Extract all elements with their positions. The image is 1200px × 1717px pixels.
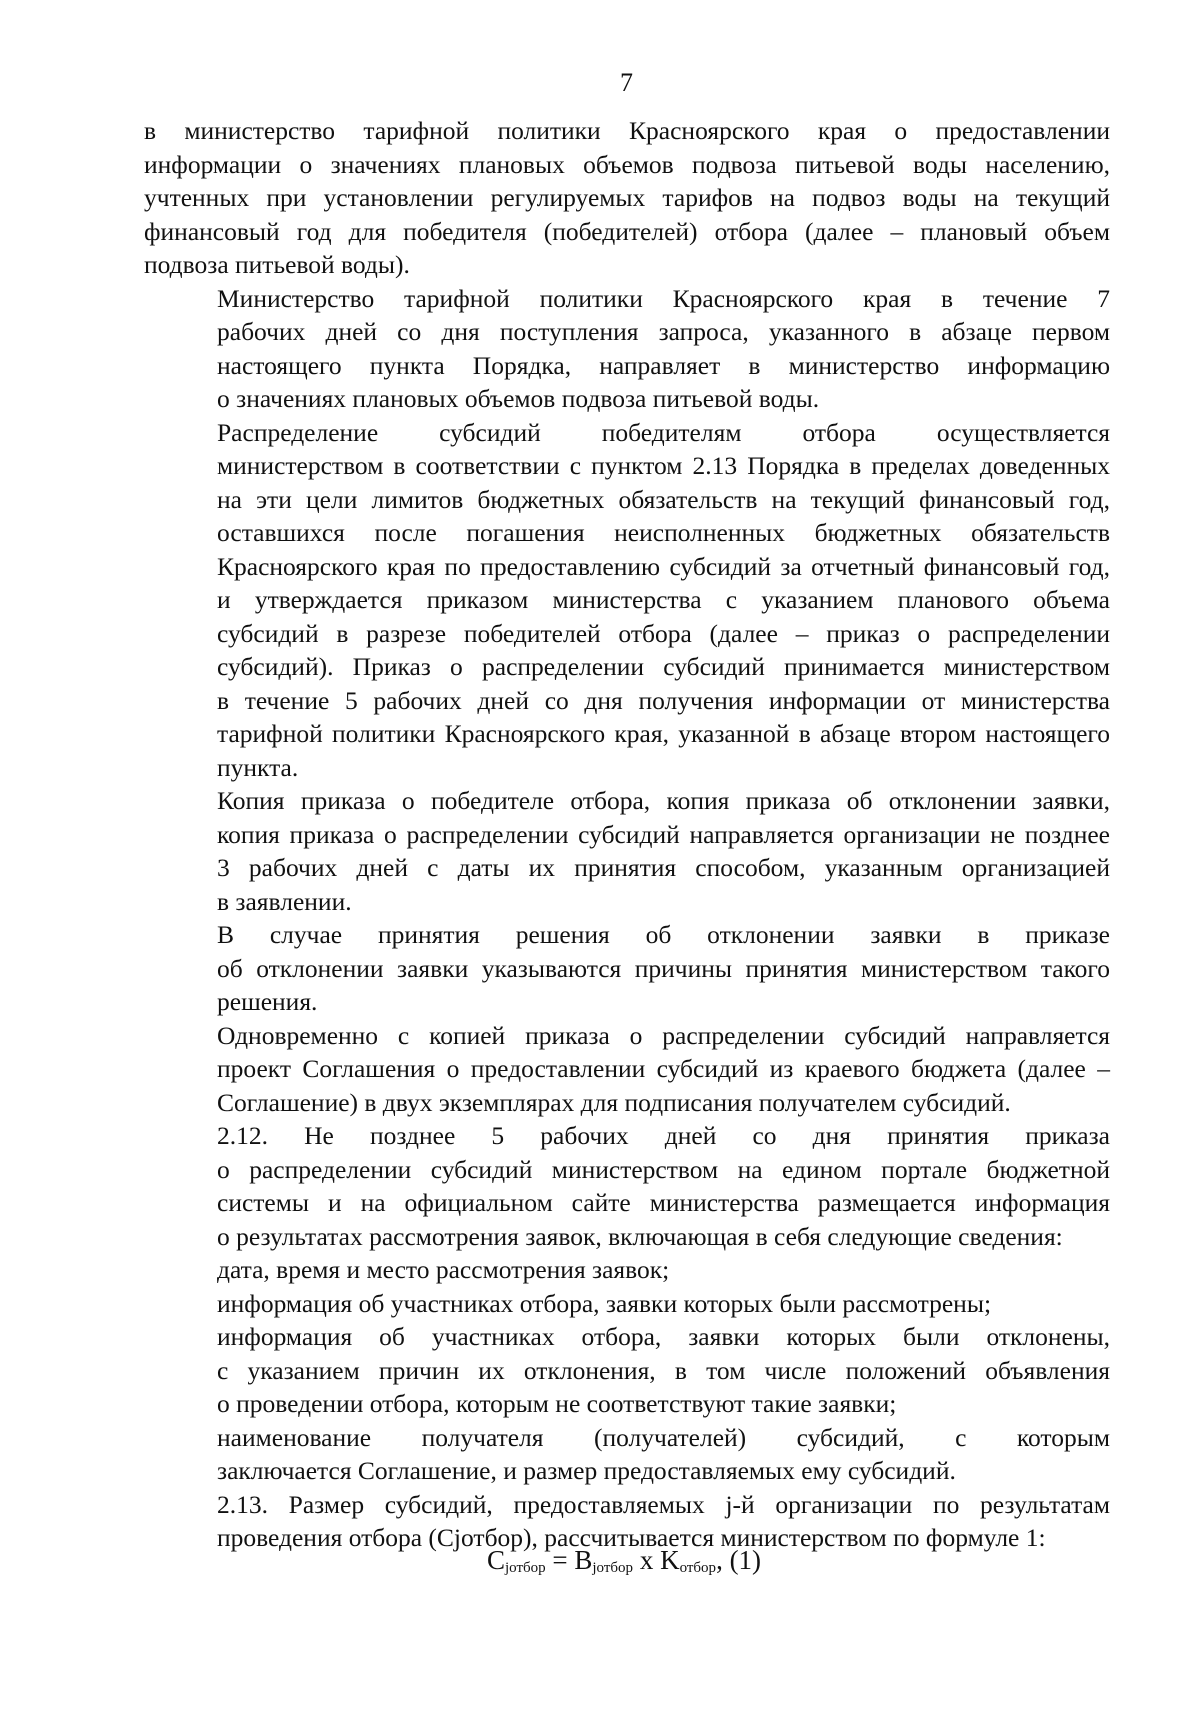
text-line: системы и на официальном сайте министерства размещается информация <box>217 1188 1110 1217</box>
formula-c-sub: jотбор <box>504 1560 546 1576</box>
formula-c: C <box>486 1545 505 1575</box>
text-line: заключается Соглашение, и размер предоставляемых ему субсидий. <box>217 1456 956 1485</box>
formula-equals: = <box>545 1545 575 1575</box>
text-line: 3 рабочих дней с даты их принятия способом, указанным организацией <box>217 853 1110 882</box>
formula-b-sub: jотбор <box>592 1560 634 1576</box>
text-line: об отклонении заявки указываются причины принятия министерством такого <box>217 953 1110 983</box>
text-line: учтенных при установлении регулируемых тарифов на подвоз воды на текущий <box>144 183 1110 212</box>
formula-k: K <box>660 1545 680 1575</box>
text-line: субсидий). Приказ о распределении субсидий принимается министерством <box>217 652 1110 681</box>
formula-b: B <box>574 1545 593 1575</box>
text-line: настоящего пункта Порядка, направляет в министерство информацию <box>217 350 1110 380</box>
text-line: о значениях плановых объемов подвоза питьевой воды. <box>217 384 820 413</box>
text-line: информация об участниках отбора, заявки которых были отклонены, <box>217 1322 1110 1351</box>
text-line: в министерство тарифной политики Красноярского края о предоставлении <box>144 116 1110 145</box>
text-line: в течение 5 рабочих дней со дня получения информации от министерства <box>217 685 1110 715</box>
paragraph <box>144 1253 1110 1287</box>
text-line: копия приказа о распределении субсидий направляется организации не позднее <box>217 819 1110 849</box>
text-line: рабочих дней со дня поступления запроса, указанного в абзаце первом <box>217 317 1110 346</box>
paragraph <box>144 1421 1110 1488</box>
text-line: финансовый год для победителя (победителей) отбора (далее – плановый объем <box>144 216 1110 246</box>
text-line: Одновременно с копией приказа о распределении субсидий направляется <box>217 1020 1110 1050</box>
text-line: информации о значениях плановых объемов подвоза питьевой воды населению, <box>144 149 1110 179</box>
text-line: Красноярского края по предоставлению субсидий за отчетный финансовый год, <box>217 551 1110 581</box>
paragraph <box>144 282 1110 416</box>
paragraph <box>144 1119 1110 1253</box>
text-line: Министерство тарифной политики Красноярского края в течение 7 <box>217 283 1110 313</box>
text-line: о проведении отбора, которым не соответствуют такие заявки; <box>217 1389 897 1418</box>
text-line: о распределении субсидий министерством на едином портале бюджетной <box>217 1154 1110 1184</box>
text-line: субсидий в разрезе победителей отбора (далее – приказ о распределении <box>217 618 1110 648</box>
text-line: Копия приказа о победителе отбора, копия приказа об отклонении заявки, <box>217 786 1110 815</box>
page-number: 7 <box>620 68 633 97</box>
document-body <box>144 114 1110 1555</box>
text-line: в заявлении. <box>217 886 352 916</box>
text-line: дата, время и место рассмотрения заявок; <box>217 1255 670 1284</box>
paragraph <box>144 1320 1110 1421</box>
paragraph <box>144 416 1110 785</box>
text-line: информация об участниках отбора, заявки которых были рассмотрены; <box>217 1288 992 1318</box>
formula-k-sub: отбор <box>679 1560 717 1576</box>
text-line: тарифной политики Красноярского края, указанной в абзаце втором настоящего <box>217 719 1110 748</box>
formula-1 <box>0 1543 1200 1585</box>
text-line: пункта. <box>217 752 299 782</box>
text-line: проведения отбора (Cjотбор), рассчитывается министерством по формуле 1: <box>217 1523 1046 1552</box>
text-line: проект Соглашения о предоставлении субсидий из краевого бюджета (далее – <box>217 1054 1110 1083</box>
text-line: оставшихся после погашения неисполненных бюджетных обязательств <box>217 518 1110 547</box>
text-line: Распределение субсидий победителям отбора осуществляется <box>217 417 1110 447</box>
paragraph <box>144 918 1110 1019</box>
text-line: Соглашение) в двух экземплярах для подписания получателем субсидий. <box>217 1087 1011 1117</box>
text-line: 2.13. Размер субсидий, предоставляемых j-й организации по результатам <box>217 1489 1110 1519</box>
text-line: министерством в соответствии с пунктом 2.13 Порядка в пределах доведенных <box>217 451 1110 480</box>
text-line: подвоза питьевой воды). <box>144 250 410 279</box>
text-line: наименование получателя (получателей) субсидий, с которым <box>217 1422 1110 1452</box>
text-line: на эти цели лимитов бюджетных обязательств на текущий финансовый год, <box>217 484 1110 514</box>
paragraph <box>144 114 1110 282</box>
paragraph <box>144 1287 1110 1321</box>
text-line: и утверждается приказом министерства с указанием планового объема <box>217 585 1110 614</box>
paragraph <box>144 784 1110 918</box>
text-line: 2.12. Не позднее 5 рабочих дней со дня принятия приказа <box>217 1121 1110 1150</box>
formula-number: , (1) <box>716 1545 762 1575</box>
text-line: о результатах рассмотрения заявок, включающая в себя следующие сведения: <box>217 1221 1063 1251</box>
paragraph <box>144 1019 1110 1120</box>
formula-times: x <box>633 1545 661 1575</box>
text-line: В случае принятия решения об отклонении заявки в приказе <box>217 920 1110 949</box>
text-line: с указанием причин их отклонения, в том числе положений объявления <box>217 1355 1110 1385</box>
text-line: решения. <box>217 987 318 1016</box>
